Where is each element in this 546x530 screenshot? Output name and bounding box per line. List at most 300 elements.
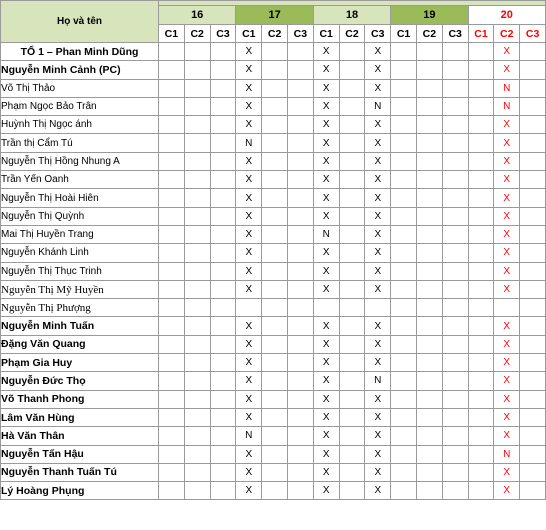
shift-cell[interactable]	[391, 244, 417, 262]
shift-cell[interactable]	[391, 445, 417, 463]
shift-cell[interactable]	[159, 299, 185, 317]
shift-cell[interactable]: N	[236, 427, 262, 445]
shift-cell[interactable]: X	[365, 61, 391, 79]
shift-cell[interactable]	[468, 408, 494, 426]
shift-cell[interactable]	[468, 354, 494, 372]
employee-name-cell[interactable]: Huỳnh Thị Ngọc ánh	[1, 116, 159, 134]
shift-cell[interactable]	[210, 43, 236, 61]
shift-cell[interactable]	[442, 61, 468, 79]
shift-cell[interactable]	[184, 354, 210, 372]
employee-name-cell[interactable]: Nguyễn Thị Phượng	[1, 299, 159, 317]
shift-cell[interactable]	[416, 299, 442, 317]
shift-cell[interactable]: X	[236, 463, 262, 481]
shift-cell[interactable]	[287, 61, 313, 79]
shift-cell[interactable]	[391, 372, 417, 390]
shift-cell[interactable]: X	[236, 152, 262, 170]
shift-cell[interactable]: X	[494, 225, 520, 243]
shift-cell[interactable]	[287, 445, 313, 463]
shift-cell[interactable]: N	[236, 134, 262, 152]
shift-cell[interactable]	[391, 152, 417, 170]
shift-cell[interactable]: X	[313, 171, 339, 189]
shift-cell[interactable]	[468, 317, 494, 335]
shift-cell[interactable]	[210, 463, 236, 481]
shift-cell[interactable]	[262, 97, 288, 115]
employee-name-cell[interactable]: Lâm Văn Hùng	[1, 408, 159, 426]
shift-cell[interactable]: X	[365, 244, 391, 262]
shift-cell[interactable]	[159, 445, 185, 463]
shift-cell[interactable]	[468, 225, 494, 243]
shift-cell[interactable]: X	[494, 61, 520, 79]
shift-cell[interactable]	[391, 207, 417, 225]
shift-cell[interactable]	[468, 152, 494, 170]
shift-cell[interactable]: X	[365, 354, 391, 372]
shift-cell[interactable]	[468, 171, 494, 189]
shift-cell[interactable]	[287, 244, 313, 262]
shift-header-3-2[interactable]: C3	[442, 25, 468, 43]
shift-cell[interactable]: X	[313, 43, 339, 61]
shift-cell[interactable]	[184, 43, 210, 61]
shift-cell[interactable]	[520, 299, 546, 317]
shift-cell[interactable]	[262, 244, 288, 262]
shift-cell[interactable]	[468, 97, 494, 115]
shift-cell[interactable]: X	[365, 262, 391, 280]
shift-cell[interactable]	[468, 116, 494, 134]
shift-cell[interactable]: X	[313, 189, 339, 207]
shift-cell[interactable]	[520, 354, 546, 372]
shift-cell[interactable]	[287, 372, 313, 390]
shift-cell[interactable]	[262, 116, 288, 134]
shift-cell[interactable]	[442, 335, 468, 353]
shift-cell[interactable]	[159, 262, 185, 280]
shift-cell[interactable]	[184, 445, 210, 463]
shift-cell[interactable]	[468, 463, 494, 481]
shift-cell[interactable]	[468, 299, 494, 317]
shift-cell[interactable]	[159, 427, 185, 445]
shift-cell[interactable]	[416, 482, 442, 500]
shift-cell[interactable]	[416, 408, 442, 426]
shift-cell[interactable]	[339, 463, 365, 481]
employee-name-cell[interactable]: Võ Thanh Phong	[1, 390, 159, 408]
shift-cell[interactable]	[339, 335, 365, 353]
shift-cell[interactable]	[184, 299, 210, 317]
shift-cell[interactable]	[442, 79, 468, 97]
shift-cell[interactable]	[442, 244, 468, 262]
shift-cell[interactable]: X	[365, 390, 391, 408]
shift-cell[interactable]	[339, 225, 365, 243]
shift-cell[interactable]: X	[365, 463, 391, 481]
shift-cell[interactable]: X	[313, 317, 339, 335]
shift-cell[interactable]	[184, 317, 210, 335]
shift-cell[interactable]	[416, 280, 442, 298]
shift-cell[interactable]	[210, 134, 236, 152]
shift-cell[interactable]	[287, 354, 313, 372]
shift-cell[interactable]: X	[365, 280, 391, 298]
shift-cell[interactable]	[287, 171, 313, 189]
shift-cell[interactable]	[442, 152, 468, 170]
shift-cell[interactable]	[339, 116, 365, 134]
shift-cell[interactable]	[210, 427, 236, 445]
shift-cell[interactable]: X	[313, 244, 339, 262]
shift-cell[interactable]	[468, 207, 494, 225]
employee-name-cell[interactable]: Mai Thị Huyền Trang	[1, 225, 159, 243]
shift-cell[interactable]	[287, 280, 313, 298]
shift-cell[interactable]	[520, 335, 546, 353]
shift-cell[interactable]	[391, 189, 417, 207]
shift-cell[interactable]	[520, 97, 546, 115]
shift-cell[interactable]	[416, 61, 442, 79]
shift-cell[interactable]: X	[313, 445, 339, 463]
shift-cell[interactable]	[210, 299, 236, 317]
shift-cell[interactable]: X	[313, 280, 339, 298]
shift-cell[interactable]	[468, 262, 494, 280]
shift-header-2-1[interactable]: C2	[339, 25, 365, 43]
shift-cell[interactable]: X	[313, 152, 339, 170]
shift-cell[interactable]: X	[494, 171, 520, 189]
shift-cell[interactable]	[391, 335, 417, 353]
shift-cell[interactable]	[287, 427, 313, 445]
shift-cell[interactable]: X	[365, 408, 391, 426]
employee-name-cell[interactable]: Nguyễn Đức Thọ	[1, 372, 159, 390]
shift-cell[interactable]: X	[365, 171, 391, 189]
shift-cell[interactable]	[391, 262, 417, 280]
shift-cell[interactable]	[210, 189, 236, 207]
shift-cell[interactable]	[184, 116, 210, 134]
shift-cell[interactable]	[468, 335, 494, 353]
shift-cell[interactable]	[416, 134, 442, 152]
shift-cell[interactable]	[339, 427, 365, 445]
shift-cell[interactable]: X	[313, 61, 339, 79]
shift-cell[interactable]: X	[236, 354, 262, 372]
shift-cell[interactable]	[442, 43, 468, 61]
shift-cell[interactable]	[287, 134, 313, 152]
shift-cell[interactable]	[159, 207, 185, 225]
shift-cell[interactable]	[210, 207, 236, 225]
shift-cell[interactable]: X	[313, 463, 339, 481]
shift-cell[interactable]	[262, 262, 288, 280]
shift-cell[interactable]	[416, 171, 442, 189]
shift-cell[interactable]	[520, 445, 546, 463]
shift-cell[interactable]: X	[236, 262, 262, 280]
shift-cell[interactable]	[159, 354, 185, 372]
shift-cell[interactable]: X	[494, 354, 520, 372]
shift-cell[interactable]	[159, 189, 185, 207]
shift-cell[interactable]: X	[365, 427, 391, 445]
shift-cell[interactable]	[159, 482, 185, 500]
shift-cell[interactable]: N	[313, 225, 339, 243]
shift-cell[interactable]	[442, 372, 468, 390]
shift-cell[interactable]	[262, 390, 288, 408]
shift-cell[interactable]: N	[365, 372, 391, 390]
shift-cell[interactable]	[210, 116, 236, 134]
shift-cell[interactable]	[262, 482, 288, 500]
shift-cell[interactable]	[159, 225, 185, 243]
shift-header-4-1[interactable]: C2	[494, 25, 520, 43]
shift-cell[interactable]	[287, 299, 313, 317]
shift-cell[interactable]	[520, 207, 546, 225]
employee-name-cell[interactable]: Nguyễn Thị Quỳnh	[1, 207, 159, 225]
day-header-3[interactable]: 19	[391, 6, 468, 25]
shift-cell[interactable]	[339, 299, 365, 317]
shift-cell[interactable]	[159, 116, 185, 134]
shift-cell[interactable]	[159, 134, 185, 152]
shift-cell[interactable]	[442, 97, 468, 115]
shift-cell[interactable]: X	[494, 463, 520, 481]
shift-cell[interactable]	[339, 280, 365, 298]
shift-cell[interactable]: X	[236, 97, 262, 115]
shift-cell[interactable]: X	[494, 43, 520, 61]
shift-cell[interactable]	[442, 299, 468, 317]
shift-cell[interactable]	[236, 299, 262, 317]
shift-header-3-0[interactable]: C1	[391, 25, 417, 43]
shift-cell[interactable]	[442, 482, 468, 500]
shift-cell[interactable]	[391, 427, 417, 445]
shift-cell[interactable]	[159, 43, 185, 61]
employee-name-cell[interactable]: Nguyễn Thị Thục Trinh	[1, 262, 159, 280]
shift-cell[interactable]	[416, 207, 442, 225]
shift-cell[interactable]	[210, 61, 236, 79]
shift-cell[interactable]: X	[494, 134, 520, 152]
shift-cell[interactable]	[262, 427, 288, 445]
shift-cell[interactable]	[210, 317, 236, 335]
shift-cell[interactable]	[468, 79, 494, 97]
shift-cell[interactable]	[210, 408, 236, 426]
employee-name-cell[interactable]: Phạm Ngọc Bảo Trân	[1, 97, 159, 115]
shift-cell[interactable]	[287, 79, 313, 97]
employee-name-cell[interactable]: Lý Hoàng Phụng	[1, 482, 159, 500]
shift-cell[interactable]	[520, 116, 546, 134]
shift-cell[interactable]: X	[313, 79, 339, 97]
shift-cell[interactable]	[468, 280, 494, 298]
shift-cell[interactable]: X	[313, 482, 339, 500]
shift-cell[interactable]	[210, 244, 236, 262]
shift-cell[interactable]	[339, 390, 365, 408]
shift-cell[interactable]	[262, 354, 288, 372]
shift-cell[interactable]	[520, 171, 546, 189]
shift-cell[interactable]: X	[494, 482, 520, 500]
shift-cell[interactable]	[287, 390, 313, 408]
shift-cell[interactable]	[262, 79, 288, 97]
shift-cell[interactable]	[210, 97, 236, 115]
shift-cell[interactable]: X	[494, 408, 520, 426]
name-column-header[interactable]: Họ và tên	[1, 1, 159, 43]
shift-cell[interactable]	[416, 427, 442, 445]
shift-cell[interactable]	[339, 482, 365, 500]
shift-cell[interactable]: N	[365, 97, 391, 115]
shift-cell[interactable]	[391, 79, 417, 97]
employee-name-cell[interactable]: Nguyễn Minh Cảnh (PC)	[1, 61, 159, 79]
shift-cell[interactable]	[391, 317, 417, 335]
shift-cell[interactable]	[391, 463, 417, 481]
shift-cell[interactable]: X	[365, 207, 391, 225]
shift-cell[interactable]: X	[494, 280, 520, 298]
shift-cell[interactable]	[442, 445, 468, 463]
shift-cell[interactable]: X	[313, 354, 339, 372]
shift-header-2-0[interactable]: C1	[313, 25, 339, 43]
shift-cell[interactable]	[339, 262, 365, 280]
shift-cell[interactable]	[287, 152, 313, 170]
shift-cell[interactable]	[468, 482, 494, 500]
shift-cell[interactable]: X	[365, 134, 391, 152]
shift-cell[interactable]	[520, 152, 546, 170]
shift-header-3-1[interactable]: C2	[416, 25, 442, 43]
shift-cell[interactable]	[391, 43, 417, 61]
shift-cell[interactable]	[520, 225, 546, 243]
employee-name-cell[interactable]: Trần Yến Oanh	[1, 171, 159, 189]
employee-name-cell[interactable]: Nguyễn Thị Hoài Hiên	[1, 189, 159, 207]
shift-cell[interactable]	[416, 390, 442, 408]
shift-cell[interactable]	[391, 280, 417, 298]
shift-cell[interactable]: X	[365, 335, 391, 353]
shift-cell[interactable]	[391, 482, 417, 500]
shift-cell[interactable]	[391, 299, 417, 317]
shift-cell[interactable]	[339, 189, 365, 207]
shift-cell[interactable]: X	[365, 152, 391, 170]
shift-cell[interactable]: X	[236, 207, 262, 225]
employee-name-cell[interactable]: Trần thị Cẩm Tú	[1, 134, 159, 152]
shift-cell[interactable]: X	[313, 390, 339, 408]
shift-cell[interactable]	[391, 354, 417, 372]
shift-cell[interactable]: X	[365, 225, 391, 243]
shift-cell[interactable]: X	[236, 225, 262, 243]
shift-header-0-2[interactable]: C3	[210, 25, 236, 43]
shift-cell[interactable]	[287, 189, 313, 207]
shift-cell[interactable]	[416, 97, 442, 115]
shift-cell[interactable]	[159, 335, 185, 353]
shift-cell[interactable]	[339, 134, 365, 152]
shift-cell[interactable]	[442, 262, 468, 280]
shift-cell[interactable]	[494, 299, 520, 317]
shift-cell[interactable]	[339, 97, 365, 115]
shift-cell[interactable]	[416, 152, 442, 170]
shift-cell[interactable]	[416, 116, 442, 134]
shift-cell[interactable]	[184, 244, 210, 262]
shift-cell[interactable]	[468, 43, 494, 61]
shift-cell[interactable]	[339, 207, 365, 225]
shift-cell[interactable]	[339, 244, 365, 262]
shift-cell[interactable]: X	[494, 244, 520, 262]
shift-cell[interactable]	[468, 427, 494, 445]
shift-cell[interactable]: X	[365, 43, 391, 61]
shift-cell[interactable]	[442, 171, 468, 189]
shift-cell[interactable]	[184, 372, 210, 390]
shift-cell[interactable]	[184, 335, 210, 353]
shift-cell[interactable]	[468, 189, 494, 207]
day-header-0[interactable]: 16	[159, 6, 236, 25]
shift-cell[interactable]: X	[236, 43, 262, 61]
employee-name-cell[interactable]: Võ Thị Thảo	[1, 79, 159, 97]
shift-cell[interactable]	[365, 299, 391, 317]
shift-cell[interactable]: X	[236, 189, 262, 207]
shift-cell[interactable]	[184, 280, 210, 298]
shift-cell[interactable]	[391, 116, 417, 134]
shift-cell[interactable]	[391, 171, 417, 189]
shift-cell[interactable]: X	[236, 408, 262, 426]
shift-cell[interactable]	[159, 408, 185, 426]
shift-cell[interactable]	[184, 79, 210, 97]
shift-cell[interactable]: X	[494, 317, 520, 335]
shift-cell[interactable]: X	[494, 189, 520, 207]
shift-cell[interactable]	[184, 427, 210, 445]
shift-cell[interactable]	[184, 262, 210, 280]
shift-cell[interactable]	[210, 152, 236, 170]
shift-cell[interactable]: N	[494, 97, 520, 115]
shift-cell[interactable]	[520, 280, 546, 298]
shift-cell[interactable]	[184, 225, 210, 243]
shift-cell[interactable]	[391, 225, 417, 243]
shift-cell[interactable]	[442, 134, 468, 152]
shift-cell[interactable]	[287, 317, 313, 335]
shift-cell[interactable]	[159, 97, 185, 115]
shift-cell[interactable]	[416, 335, 442, 353]
employee-name-cell[interactable]: Nguyễn Thị Hồng Nhung A	[1, 152, 159, 170]
shift-header-1-0[interactable]: C1	[236, 25, 262, 43]
shift-cell[interactable]	[416, 189, 442, 207]
shift-cell[interactable]	[520, 463, 546, 481]
shift-cell[interactable]	[416, 79, 442, 97]
shift-cell[interactable]	[184, 97, 210, 115]
shift-cell[interactable]: X	[365, 482, 391, 500]
shift-cell[interactable]	[210, 280, 236, 298]
shift-cell[interactable]: X	[313, 335, 339, 353]
shift-cell[interactable]	[442, 225, 468, 243]
employee-name-cell[interactable]: Nguyễn Thanh Tuấn Tú	[1, 463, 159, 481]
shift-cell[interactable]: X	[236, 317, 262, 335]
shift-cell[interactable]	[468, 445, 494, 463]
shift-cell[interactable]: X	[313, 134, 339, 152]
shift-cell[interactable]: X	[313, 207, 339, 225]
shift-cell[interactable]: X	[236, 61, 262, 79]
shift-cell[interactable]	[262, 43, 288, 61]
shift-cell[interactable]	[520, 43, 546, 61]
shift-cell[interactable]	[210, 171, 236, 189]
shift-cell[interactable]: N	[494, 445, 520, 463]
shift-cell[interactable]	[339, 152, 365, 170]
shift-cell[interactable]	[262, 207, 288, 225]
shift-cell[interactable]: X	[236, 482, 262, 500]
shift-cell[interactable]	[159, 61, 185, 79]
shift-cell[interactable]: X	[313, 97, 339, 115]
shift-cell[interactable]	[287, 116, 313, 134]
shift-cell[interactable]: X	[313, 372, 339, 390]
shift-cell[interactable]	[520, 61, 546, 79]
shift-header-4-0[interactable]: C1	[468, 25, 494, 43]
shift-header-1-1[interactable]: C2	[262, 25, 288, 43]
shift-cell[interactable]	[339, 43, 365, 61]
shift-cell[interactable]	[262, 134, 288, 152]
day-header-2[interactable]: 18	[313, 6, 390, 25]
shift-cell[interactable]	[287, 262, 313, 280]
shift-cell[interactable]	[520, 317, 546, 335]
shift-cell[interactable]	[262, 335, 288, 353]
shift-cell[interactable]	[520, 390, 546, 408]
shift-cell[interactable]	[210, 445, 236, 463]
day-header-4[interactable]: 20	[468, 6, 545, 25]
shift-cell[interactable]	[520, 408, 546, 426]
shift-cell[interactable]: X	[365, 79, 391, 97]
shift-cell[interactable]	[262, 463, 288, 481]
shift-cell[interactable]: X	[236, 335, 262, 353]
shift-cell[interactable]	[262, 189, 288, 207]
shift-cell[interactable]	[520, 262, 546, 280]
shift-cell[interactable]	[262, 408, 288, 426]
shift-cell[interactable]	[184, 207, 210, 225]
shift-cell[interactable]	[210, 79, 236, 97]
shift-cell[interactable]	[442, 354, 468, 372]
shift-cell[interactable]	[468, 134, 494, 152]
shift-cell[interactable]: X	[313, 116, 339, 134]
shift-cell[interactable]	[520, 372, 546, 390]
shift-cell[interactable]	[416, 463, 442, 481]
